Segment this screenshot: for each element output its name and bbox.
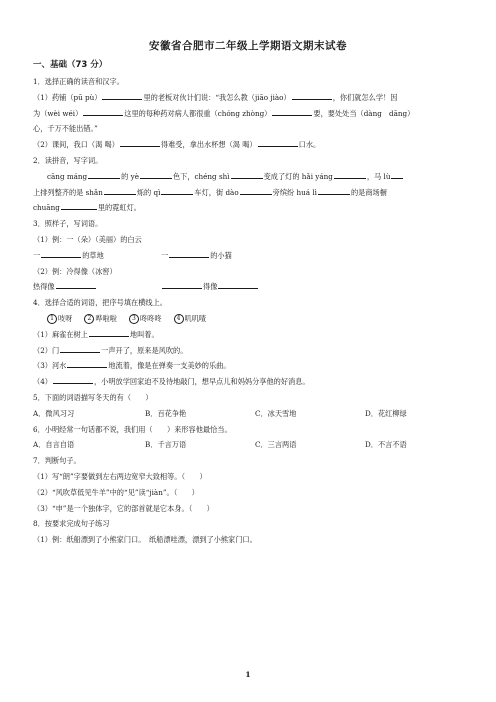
q4-stem: 4．选择合适的词语，把序号填在横线上。 [33, 298, 167, 308]
q4-options [33, 311, 465, 327]
q3-text: 热得像 [33, 282, 55, 292]
q7-statement1: （1）写“朗”字要做到左右两边宽窄大致相等。（ ） [33, 471, 207, 481]
answer-blank[interactable] [161, 186, 193, 195]
q1-text: 里的老板对伙计们说：“我怎么教（jiāo jiào） [143, 92, 291, 102]
option-number: 1 [47, 314, 57, 324]
pinyin: cāng máng [47, 171, 88, 181]
page-number: 1 [245, 670, 251, 679]
answer-blank[interactable] [169, 249, 209, 258]
q4-text: 一声开了，原来是风吹的。 [101, 345, 188, 355]
q7-statement2: （2）“风吹草低见牛羊”中的“见”读“jiàn”。（ ） [33, 487, 199, 497]
q3-text: 的小猫 [210, 250, 232, 260]
option-text: 叽叽喳 [184, 313, 207, 323]
choice-c[interactable]: C．三言两语 [255, 440, 297, 450]
pinyin: 旁缤纷 huá lì [272, 187, 317, 197]
option-number: 3 [129, 314, 139, 324]
q4-text: （3）河水 [33, 361, 67, 371]
q1-line4 [33, 137, 465, 153]
q4-sentence2 [33, 343, 465, 359]
answer-blank[interactable] [318, 186, 350, 195]
answer-blank[interactable] [67, 359, 107, 368]
answer-blank[interactable] [140, 170, 172, 179]
section-heading: 一、基础（73 分） [33, 60, 108, 70]
q4-text: ，小明放学回家迫不及待地敲门，想早点儿和妈妈分享他的好消息。 [93, 377, 310, 387]
pinyin: 的是商场橱 [350, 187, 387, 197]
q5-stem: 5．下面的词语描写冬天的有（ ） [33, 392, 153, 402]
q3-row1 [33, 248, 465, 264]
answer-blank[interactable] [56, 280, 96, 289]
q4-sentence4 [33, 374, 465, 390]
choice-d[interactable]: D．不言不语 [365, 440, 407, 450]
q6-stem: 6．小明经常一句话都不说，我们用（ ）来形容他最恰当。 [33, 424, 232, 434]
word-option [47, 311, 72, 327]
q2-text: 里的霓虹灯。 [97, 203, 141, 213]
q3-text: 一 [161, 250, 169, 260]
pinyin: 色下，chéng shì [172, 171, 230, 181]
q1-text: 要，要处处当（dàng dāng） [313, 108, 415, 118]
choice-b[interactable]: B．千言万语 [145, 440, 187, 450]
choice-a[interactable]: A．微风习习 [33, 408, 75, 418]
option-number: 2 [84, 314, 94, 324]
q3-row2 [33, 279, 465, 295]
pinyin: ，马 lù [366, 171, 391, 181]
q7-stem: 7．判断句子。 [33, 456, 81, 466]
word-option [174, 311, 207, 327]
q8-example1: （1）例：纸船漂到了小熊家门口。 纸船漂哇漂，漂到了小熊家门口。 [33, 535, 257, 545]
option-number: 4 [174, 314, 184, 324]
answer-blank[interactable] [272, 107, 312, 116]
answer-blank[interactable] [89, 328, 129, 337]
pinyin: 变成了灯的 hǎi yáng [263, 171, 333, 181]
word-option [129, 311, 162, 327]
q1-line3: 心，千万不能出错。” [33, 124, 98, 134]
q5-options [33, 406, 465, 422]
answer-blank[interactable] [61, 201, 97, 210]
pinyin: chuāng [33, 203, 60, 213]
q2-stem: 2．读拼音，写字词。 [33, 155, 103, 165]
q3-text: 得像 [203, 282, 218, 292]
choice-a[interactable]: A．自言自语 [33, 440, 75, 450]
choice-b[interactable]: B．百花争艳 [145, 408, 187, 418]
q1-line2 [33, 106, 465, 122]
answer-blank[interactable] [231, 170, 263, 179]
answer-blank[interactable] [258, 138, 298, 147]
answer-blank[interactable] [218, 280, 258, 289]
q2-line3 [33, 200, 465, 216]
answer-blank[interactable] [53, 375, 93, 384]
q6-options [33, 437, 465, 453]
choice-d[interactable]: D．花红柳绿 [365, 408, 407, 418]
answer-blank[interactable] [292, 91, 332, 100]
answer-blank[interactable] [162, 280, 202, 289]
q4-sentence3 [33, 358, 465, 374]
option-text: 吱呀 [58, 313, 73, 323]
pinyin: 车灯，街 dào [194, 187, 239, 197]
q1-text: 为（wèi wéi） [33, 108, 83, 118]
q7-statement3: （3）“申”是一个独体字，它的部首就是它本身。（ ） [33, 503, 214, 513]
q4-text: （4） [33, 377, 52, 387]
answer-blank[interactable] [104, 186, 136, 195]
q4-text: （1）麻雀在树上 [33, 329, 88, 339]
answer-blank[interactable] [334, 170, 366, 179]
option-text: 哗啦啦 [95, 313, 117, 323]
page-title: 安徽省合肥市二年级上学期语文期末试卷 [149, 40, 347, 52]
answer-blank[interactable] [391, 170, 403, 179]
q1-text: （2）课间，我口（渴 喝） [33, 140, 119, 150]
pinyin: 的 yè [121, 171, 139, 181]
answer-blank[interactable] [60, 344, 100, 353]
question-body [33, 74, 465, 548]
answer-blank[interactable] [102, 91, 142, 100]
q1-stem: 1．选择正确的读音和汉字。 [33, 77, 124, 86]
q1-text: （1）药铺（pū pù） [33, 92, 102, 102]
q1-text: 口水。 [298, 140, 321, 150]
q1-text: ，你们就怎么学！因 [332, 92, 398, 102]
q3-example2: （2）例：冷得像（冰窖） [33, 266, 117, 276]
q4-text: （2）门 [33, 345, 60, 355]
pinyin: 上排列整齐的是 shǎn [33, 187, 103, 197]
q2-line2 [33, 185, 465, 201]
option-text: 咚咚咚 [139, 313, 162, 323]
answer-blank[interactable] [240, 186, 272, 195]
q4-sentence1 [33, 327, 465, 343]
pinyin: 烁的 qì [136, 187, 161, 197]
answer-blank[interactable] [120, 138, 160, 147]
q2-line1 [33, 169, 465, 185]
word-option [84, 311, 117, 327]
choice-c[interactable]: C．冰天雪地 [255, 408, 297, 418]
q1-text: 这里的每种药对病人都很重（chóng zhòng） [124, 108, 272, 118]
q1-text: 得难受，拿出水杯想（渴 喝） [160, 140, 257, 150]
q3-text: 一 [33, 250, 41, 260]
q4-text: 地叫着。 [129, 329, 159, 339]
q3-example1: （1）例：一（朵）（美丽）的白云 [33, 234, 142, 244]
q1-line1 [33, 90, 465, 106]
q8-stem: 8．按要求完成句子练习 [33, 519, 110, 529]
answer-blank[interactable] [83, 107, 123, 116]
answer-blank[interactable] [88, 170, 120, 179]
q3-text: 的草地 [82, 250, 104, 260]
q4-text: 地流着，像是在弹奏一支美妙的乐曲。 [108, 361, 231, 371]
q3-stem: 3．照样子，写词语。 [33, 219, 103, 229]
answer-blank[interactable] [41, 249, 81, 258]
